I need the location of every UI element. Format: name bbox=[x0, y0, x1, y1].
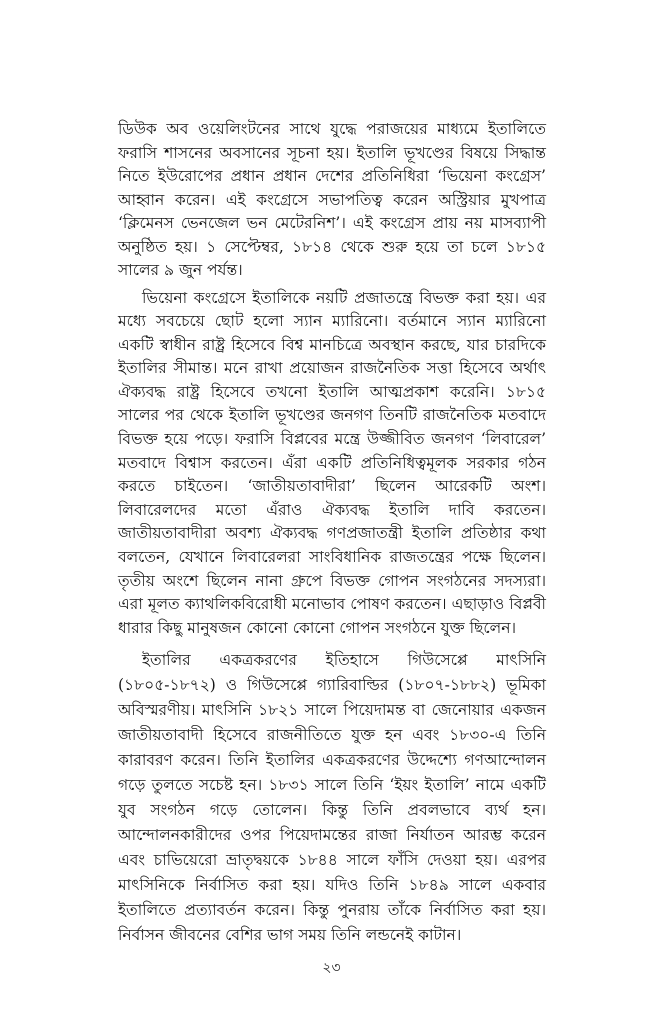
text-line: ১ সেপ্টেম্বর, ১৮১৪ থেকে শুরু হয়ে তা চলে ১৮১৫ সালের ৯ জুন পর্যন্ত। bbox=[118, 237, 546, 279]
text-line: ইতালির সীমান্ত। মনে রাখা প্রয়োজন রাজনৈতিক সত্তা হিসেবে অর্থাৎ bbox=[118, 359, 546, 378]
text-line: চাইতেন। ‘জাতীয়তাবাদীরা’ ছিলেন আরেকটি অংশ। লিবারেলদের bbox=[118, 477, 546, 519]
text-line: ও গিউসেপ্পে গ্যারিবাল্ডির (১৮০৭-১৮৮২) ভূমিকা অবিস্মরণীয়। মাৎসিনি bbox=[118, 676, 546, 720]
text-line: ১৮৩১ সালে তিনি ‘ইয়ং ইতালি’ নামে একটি যুব সংগঠন গড়ে তোলেন। bbox=[118, 776, 546, 820]
text-line: বিশ্বাস করতেন। এঁরা একটি প্রতিনিধিত্বমূলক সরকার গঠন করতে bbox=[118, 453, 546, 496]
text-line: রাজনীতিতে যুক্ত হন এবং ১৮৩০-এ তিনি কারাবরণ করেন। তিনি bbox=[118, 726, 546, 770]
text-line: পর থেকে ইতালি ভূখণ্ডের জনগণ তিনটি রাজনৈতিক মতবাদে বিভক্ত bbox=[118, 406, 546, 449]
text-line: করেন। এই কংগ্রেসে সভাপতিত্ব করেন অস্ট্রিয়ার মুখপাত্র ‘ক্লিমেনস bbox=[118, 190, 546, 232]
text-line: কিন্তু তিনি প্রবলভাবে ব্যর্থ হন। আন্দোলনকারীদের ওপর পিয়েদামন্তের bbox=[118, 801, 546, 845]
text-line: শাসনের অবসানের সূচনা হয়। ইতালি ভূখণ্ডের বিষয়ে সিদ্ধান্ত নিতে bbox=[118, 143, 546, 185]
text-line: সালে একবার ইতালিতে প্রত্যাবর্তন করেন। কিন্তু পুনরায় তাঁকে নির্বাসিত bbox=[118, 876, 546, 920]
text-line: ঐক্যবদ্ধ গণপ্রজাতন্ত্রী ইতালি প্রতিষ্ঠার কথা বলতেন, যেখানে লিবারেলরা bbox=[118, 524, 547, 567]
text-line: ইতালির একত্রকরণের ইতিহাসে গিউসেপ্পে মাৎসিনি (১৮০৫-১৮৭২) bbox=[118, 651, 546, 695]
paragraph bbox=[118, 287, 546, 641]
text-line: একটি স্বাধীন রাষ্ট্র হিসেবে বিশ্ব মানচিত্রে অবস্থান করছে, যার চারদিকে bbox=[118, 335, 546, 354]
body-text bbox=[118, 118, 546, 948]
text-line: ইতালির একত্রকরণের উদ্দেশ্যে গণআন্দোলন গড়ে তুলতে সচেষ্ট হন। bbox=[118, 751, 546, 795]
text-line: রাজা নির্যাতন আরম্ভ করেন এবং চাভিয়েরো ভ্রাতৃদ্বয়কে ১৮৪৪ সালে ফাঁসি bbox=[118, 826, 546, 870]
text-line: পোষণ করতেন। এছাড়াও বিপ্লবী ধারার কিছু মানুষজন কোনো কোনো bbox=[118, 595, 546, 637]
paragraph bbox=[118, 118, 546, 283]
text-line: ইউরোপের প্রধান প্রধান দেশের প্রতিনিধিরা ‘ভিয়েনা কংগ্রেস’ আহ্বান bbox=[118, 167, 546, 209]
paragraph bbox=[118, 648, 546, 948]
text-line: ১৮২১ সালে পিয়েদামন্ত বা জেনোয়ার একজন জাতীয়তাবাদী হিসেবে bbox=[118, 701, 546, 745]
text-line: ঐক্যবদ্ধ রাষ্ট্র হিসেবে তখনো ইতালি আত্মপ্রকাশ করেনি। ১৮১৫ সালের bbox=[118, 382, 546, 425]
text-line: দেওয়া হয়। এরপর মাৎসিনিকে নির্বাসিত করা হয়। যদিও তিনি ১৮৪৯ bbox=[118, 851, 546, 895]
text-line: ভেনজেল ভন মেটেরনিশ’। এই কংগ্রেস প্রায় নয় মাসব্যাপী অনুষ্ঠিত হয়। bbox=[118, 214, 546, 256]
text-line: বিভক্ত গোপন সংগঠনের সদস্যরা। এরা মূলত ক্যাথলিকবিরোধী মনোভাব bbox=[118, 571, 546, 614]
text-line: করা হয়। নির্বাসন জীবনের বেশির ভাগ সময় তিনি লন্ডনেই কাটান। bbox=[118, 901, 546, 945]
text-line: মতো এঁরাও ঐক্যবদ্ধ ইতালি দাবি করতেন। জাতীয়তাবাদীরা অবশ্য bbox=[118, 500, 546, 543]
text-line: ভিয়েনা কংগ্রেসে ইতালিকে নয়টি প্রজাতন্ত্রে বিভক্ত করা হয়। এর bbox=[142, 288, 546, 307]
page-number: ২৩ bbox=[322, 960, 341, 976]
text-line: সাংবিধানিক রাজতন্ত্রের পক্ষে ছিলেন। তৃতীয় অংশে ছিলেন নানা গ্রুপে bbox=[118, 548, 546, 590]
text-line: গোপন সংগঠনে যুক্ত ছিলেন। bbox=[339, 618, 516, 637]
text-line: ডিউক অব ওয়েলিংটনের সাথে যুদ্ধে পরাজয়ের মাধ্যমে ইতালিতে ফরাসি bbox=[118, 120, 546, 162]
text-line: হয়ে পড়ে। ফরাসি বিপ্লবের মন্ত্রে উজ্জীবিত জনগণ ‘লিবারেল’ মতবাদে bbox=[118, 430, 546, 472]
text-line: মধ্যে সবচেয়ে ছোট হলো স্যান ম্যারিনো। বর্তমানে স্যান ম্যারিনো bbox=[118, 312, 546, 331]
